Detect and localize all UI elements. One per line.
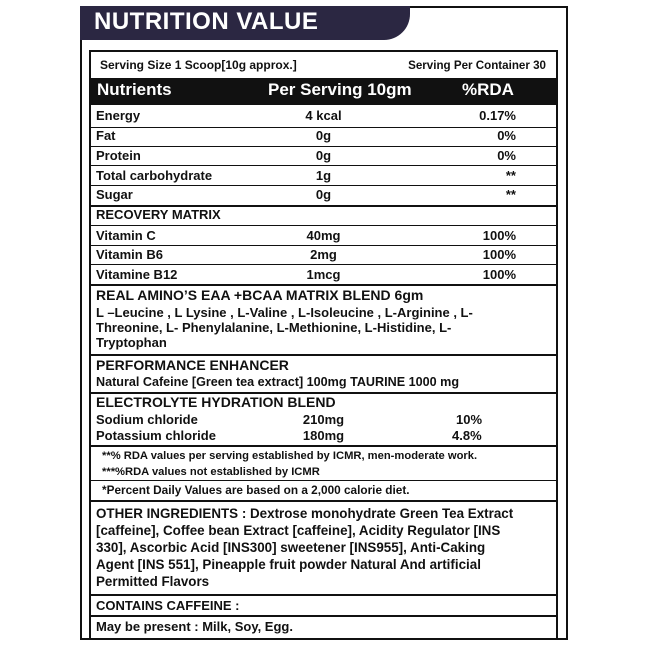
nutrient-name: Sodium chloride: [96, 412, 198, 427]
table-row: [89, 107, 558, 125]
nutrient-name: Fat: [96, 128, 116, 143]
divider: [89, 500, 558, 502]
table-row: [89, 246, 558, 264]
divider: [89, 615, 558, 617]
nutrient-name: Energy: [96, 108, 141, 123]
contains-caffeine: CONTAINS CAFFEINE :: [96, 598, 240, 613]
nutrient-amount: 0g: [315, 187, 332, 202]
divider: [89, 594, 558, 596]
nutrient-rda: 4.8%: [452, 428, 482, 443]
nutrient-name: Vitamin B6: [96, 247, 163, 262]
amino-line: Tryptophan: [96, 335, 167, 350]
header-nutrients: Nutrients: [97, 80, 172, 99]
ingredients-text: [96, 505, 553, 590]
page-title: NUTRITION VALUE: [94, 8, 319, 35]
amino-line: Threonine, L- Phenylalanine, L-Methionine, L-Histidine, L-: [96, 320, 452, 335]
nutrient-rda: 0.17%: [479, 108, 516, 123]
table-row: [89, 147, 558, 165]
nutrient-name: Vitamine B12: [96, 267, 178, 282]
ingredients-line: [caffeine], Coffee bean Extract [caffeine], Acidity Regulator [INS: [96, 523, 501, 538]
divider: [89, 480, 558, 481]
divider: [89, 225, 558, 226]
nutrient-amount: 2mg: [310, 247, 337, 262]
amino-blend-title: REAL AMINO’S EAA +BCAA MATRIX BLEND 6gm: [96, 287, 424, 303]
nutrient-amount: 40mg: [306, 228, 341, 243]
nutrient-amount: 1g: [315, 168, 332, 183]
amino-line: L –Leucine , L Lysine , L-Valine , L-Isoleucine , L-Arginine , L-: [96, 305, 473, 320]
nutrient-rda: 0%: [497, 128, 516, 143]
table-row: [89, 127, 558, 145]
electrolyte-title: ELECTROLYTE HYDRATION BLEND: [96, 394, 336, 410]
nutrient-amount: 0g: [315, 148, 332, 163]
servings-per-container: Serving Per Container 30: [408, 59, 546, 72]
divider: [89, 445, 558, 447]
footnote: ***%RDA values not established by ICMR: [102, 466, 320, 478]
table-row: [89, 167, 558, 185]
table-row: [89, 186, 558, 204]
amino-blend-list: [96, 305, 551, 350]
ingredients-line: OTHER INGREDIENTS : Dextrose monohydrate Green Tea Extract: [96, 506, 514, 521]
ingredients-line: Agent [INS 551], Pineapple fruit powder Natural And artificial: [96, 557, 481, 572]
nutrient-name: Protein: [96, 148, 141, 163]
table-row: [89, 266, 558, 284]
nutrient-name: Sugar: [96, 187, 133, 202]
divider: [89, 165, 558, 166]
ingredients-line: 330], Ascorbic Acid [INS300] sweetener [INS955], Anti-Caking: [96, 540, 486, 555]
nutrient-name: Vitamin C: [96, 228, 156, 243]
nutrient-amount: 1mcg: [306, 267, 341, 282]
nutrient-amount: 210mg: [302, 412, 345, 427]
nutrient-amount: 0g: [315, 128, 332, 143]
nutrient-rda: **: [505, 168, 516, 183]
nutrient-rda: 10%: [456, 412, 483, 427]
performance-title: PERFORMANCE ENHANCER: [96, 357, 289, 373]
header-per-serving: Per Serving 10gm: [268, 80, 412, 99]
nutrient-rda: 0%: [497, 148, 516, 163]
nutrient-rda: **: [505, 187, 516, 202]
header-rda: %RDA: [462, 80, 514, 99]
divider: [89, 284, 558, 286]
serving-size: Serving Size 1 Scoop[10g approx.]: [100, 58, 297, 72]
table-header: [89, 78, 558, 105]
nutrient-rda: 100%: [482, 247, 516, 262]
recovery-matrix-title: RECOVERY MATRIX: [96, 207, 221, 222]
divider: [89, 354, 558, 356]
table-row: [89, 427, 558, 445]
performance-text: Natural Cafeine [Green tea extract] 100mg TAURINE 1000 mg: [96, 375, 460, 389]
footnote: **% RDA values per serving established by ICMR, men-moderate work.: [102, 450, 478, 462]
nutrient-rda: 100%: [482, 228, 516, 243]
nutrient-rda: 100%: [482, 267, 516, 282]
nutrient-name: Total carbohydrate: [96, 168, 213, 183]
nutrient-amount: 180mg: [302, 428, 345, 443]
nutrient-amount: 4 kcal: [305, 108, 342, 123]
allergen-warning: May be present : Milk, Soy, Egg.: [96, 619, 293, 634]
table-row: [89, 227, 558, 245]
ingredients-line: Permitted Flavors: [96, 574, 210, 589]
divider: [89, 264, 558, 265]
footnote: *Percent Daily Values are based on a 2,000 calorie diet.: [102, 483, 410, 497]
nutrient-name: Potassium chloride: [96, 428, 216, 443]
title-banner: [80, 6, 410, 40]
